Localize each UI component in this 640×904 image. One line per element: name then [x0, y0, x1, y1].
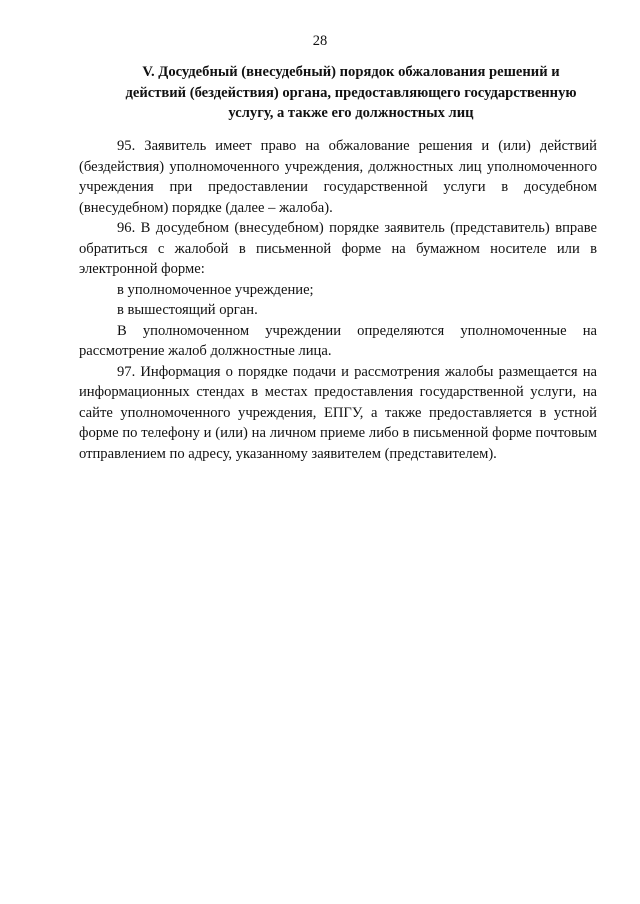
document-body: [79, 136, 597, 464]
list-item: в уполномоченное учреждение;: [117, 281, 314, 298]
paragraph-responsible-officials: В уполномоченном учреждении определяются уполномоченные на рассмотрение жалоб должностные лица.: [79, 322, 597, 359]
page-number: 28: [312, 33, 328, 49]
list-item: в вышестоящий орган.: [117, 302, 258, 318]
section-heading-line: действий (бездействия) органа, предоставляющего государственную: [125, 84, 577, 101]
section-heading: [90, 62, 612, 124]
paragraph-95: 95. Заявитель имеет право на обжалование решения и (или) действий (бездействия) уполномоченного учреждения, должностных лиц уполномоченного учреждения при предоставлении государственной услуги в досудебном (внесудебном) порядке (далее – жалоба).: [79, 138, 597, 216]
section-heading-line: V. Досудебный (внесудебный) порядок обжалования решений и: [142, 64, 560, 80]
paragraph-96: 96. В досудебном (внесудебном) порядке заявитель (представитель) вправе обратиться с жалобой в письменной форме на бумажном носителе или в электронной форме:: [79, 220, 597, 277]
paragraph-97: 97. Информация о порядке подачи и рассмотрения жалобы размещается на информационных стендах в местах предоставления государственной услуги, на сайте уполномоченного учреждения, ЕПГУ, а также предоставляется в устной форме по телефону и (или) на личном приеме либо в письменной форме почтовым отправлением по адресу, указанному заявителем (представителем).: [79, 363, 597, 462]
section-heading-line: услугу, а также его должностных лиц: [228, 105, 474, 121]
